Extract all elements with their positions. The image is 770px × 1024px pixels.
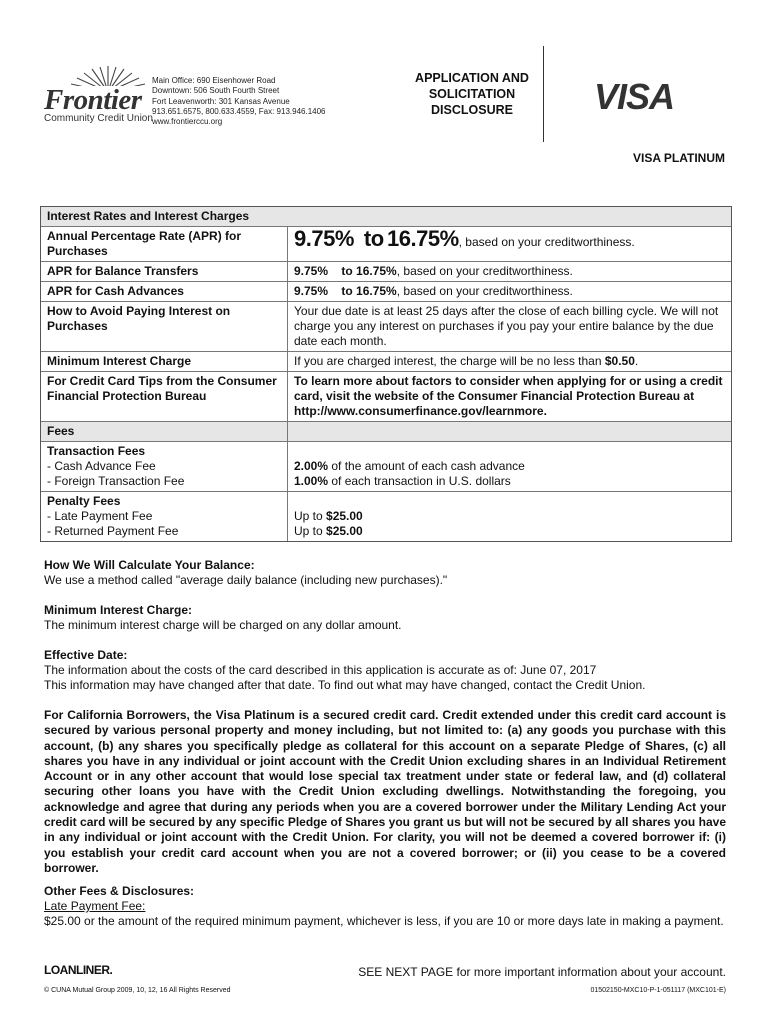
foreign-fee-pct: 1.00% [294,474,329,488]
empty-cell [288,422,731,441]
table-row [41,351,731,371]
section-title: Interest Rates and Interest Charges [47,209,250,223]
section-text: The minimum interest charge will be charged on any dollar amount. [44,618,402,632]
returned-fee-amount: $25.00 [326,524,363,538]
up-to: Up to [294,524,327,538]
address-line: Main Office: 690 Eisenhower Road [152,76,276,85]
bt-rate: 9.75% to 16.75% [294,264,397,278]
transaction-fees-title: Transaction Fees [47,444,146,458]
address-line: Fort Leavenworth: 301 Kansas Avenue [152,96,290,106]
cash-advance-fee-pct: 2.00% [294,459,329,473]
table-row [41,421,731,441]
effective-date-section [44,648,726,693]
document-title [392,70,552,118]
website-link[interactable]: www.frontierccu.org [152,117,223,127]
apr-to: to [363,226,384,251]
late-fee-amount: $25.00 [326,509,363,523]
cash-suffix: , based on your creditworthiness. [396,284,573,298]
title-line: SOLICITATION [428,87,516,101]
row-value [288,352,731,371]
table-row [41,226,731,261]
late-fee-heading: Late Payment Fee: [44,899,146,913]
row-label: APR for Balance Transfers [41,262,288,281]
cfpb-link[interactable]: To learn more about factors to consider when applying for or using a credit card, visit the website of the Consumer Financial Protection Bureau at http://www.consumerfinance.gov/learnmore. [294,374,723,418]
row-value [288,282,731,301]
row-label: For Credit Card Tips from the Consumer Financial Protection Bureau [41,372,288,421]
table-row [41,491,731,541]
other-fees-section [44,884,726,929]
row-value [288,442,731,491]
min-charge-section [44,603,726,633]
row-label: APR for Cash Advances [41,282,288,301]
cash-rate: 9.75% to 16.75% [294,284,397,298]
row-value: Your due date is at least 25 days after the close of each billing cycle. We will not charge you any interest on purchases if you pay your entire balance by the due date each month. [294,304,719,348]
section-text: $25.00 or the amount of the required minimum payment, whichever is less, if you are 10 or more days late in making a payment. [44,914,724,928]
min-text: If you are charged interest, the charge will be no less than [294,354,605,368]
row-label: Annual Percentage Rate (APR) for Purchases [41,227,288,261]
table-row [41,207,731,226]
balance-calc-section [44,558,726,588]
row-value [288,492,731,541]
section-heading: Effective Date: [44,648,128,662]
card-name: VISA PLATINUM [633,151,725,165]
apr-purchases-value [288,227,731,261]
section-text: We use a method called "average daily balance (including new purchases)." [44,573,448,587]
cash-advance-fee-text: of the amount of each cash advance [328,459,525,473]
form-code: 01502150-MXC10-P-1-051117 (MXC101-E) [590,987,726,994]
row-value [288,262,731,281]
visa-logo: VISA [594,76,675,117]
loanliner-logo: LOANLINER. [44,963,113,977]
row-label: How to Avoid Paying Interest on Purchases [41,302,288,351]
address-line: 913.651.6575, 800.633.4559, Fax: 913.946.1406 [152,106,326,116]
section-title: Fees [41,422,288,441]
foreign-fee-text: of each transaction in U.S. dollars [328,474,511,488]
frontier-logo: Frontier [44,84,142,116]
apr-suffix: , based on your creditworthiness. [458,235,635,249]
california-disclosure: For California Borrowers, the Visa Platinum is a secured credit card. Credit extended under this credit card account is secured by various personal property and money including, but not limited to: (a) any goods you purchase with this account, (b) any shares you specifically pledge as collateral for this account on a separate Pledge of Shares, (c) all shares you have in any individual or joint account with the Credit Union excluding shares in an Individual Retirement Account or in any other account that would lose special tax treatment under state or federal law, and (d) collateral securing other loans you have with the Credit Union excluding dwellings. Notwithstanding the foregoing, you acknowledge and agree that during any periods when you are a covered borrower under the Military Lending Act your credit card will be secured by any specific Pledge of Shares you grant us but will not be secured by all shares you have in any individual or joint account with the Credit Union. For clarity, you will not be deemed a covered borrower if: (i) you establish your credit card account when you are not a covered borrower; or (ii) you cease to be a covered borrower. [44,708,726,875]
row-label [41,442,288,491]
table-row [41,281,731,301]
logo-subtitle: Community Credit Union [44,113,153,124]
min-amount: $0.50 [604,354,635,368]
apr-high: 16.75% [387,226,459,251]
copyright: © CUNA Mutual Group 2009, 10, 12, 16 All Rights Reserved [44,987,231,994]
bt-suffix: , based on your creditworthiness. [396,264,573,278]
section-text: This information may have changed after that date. To find out what may have changed, contact the Credit Union. [44,678,646,692]
apr-low: 9.75% [294,226,354,251]
section-heading: How We Will Calculate Your Balance: [44,558,255,572]
foreign-fee-label: - Foreign Transaction Fee [47,474,185,488]
address-block [152,76,325,127]
section-heading: Other Fees & Disclosures: [44,884,195,898]
next-page-note: SEE NEXT PAGE for more important information about your account. [358,965,726,979]
table-row [41,261,731,281]
table-row [41,371,731,421]
min-end: . [634,354,639,368]
title-line: DISCLOSURE [431,103,513,117]
address-line: Downtown: 506 South Fourth Street [152,86,280,96]
late-fee-label: - Late Payment Fee [47,509,153,523]
cash-advance-fee-label: - Cash Advance Fee [47,459,156,473]
rates-table [40,206,732,542]
table-row [41,301,731,351]
section-heading: Minimum Interest Charge: [44,603,193,617]
penalty-fees-title: Penalty Fees [47,494,121,508]
row-label: Minimum Interest Charge [41,352,288,371]
title-line: APPLICATION AND [415,71,529,85]
returned-fee-label: - Returned Payment Fee [47,524,179,538]
table-row [41,441,731,491]
up-to: Up to [294,509,327,523]
header-divider [543,46,544,142]
section-text: The information about the costs of the card described in this application is accurate as of: June 07, 2017 [44,663,597,677]
row-label [41,492,288,541]
